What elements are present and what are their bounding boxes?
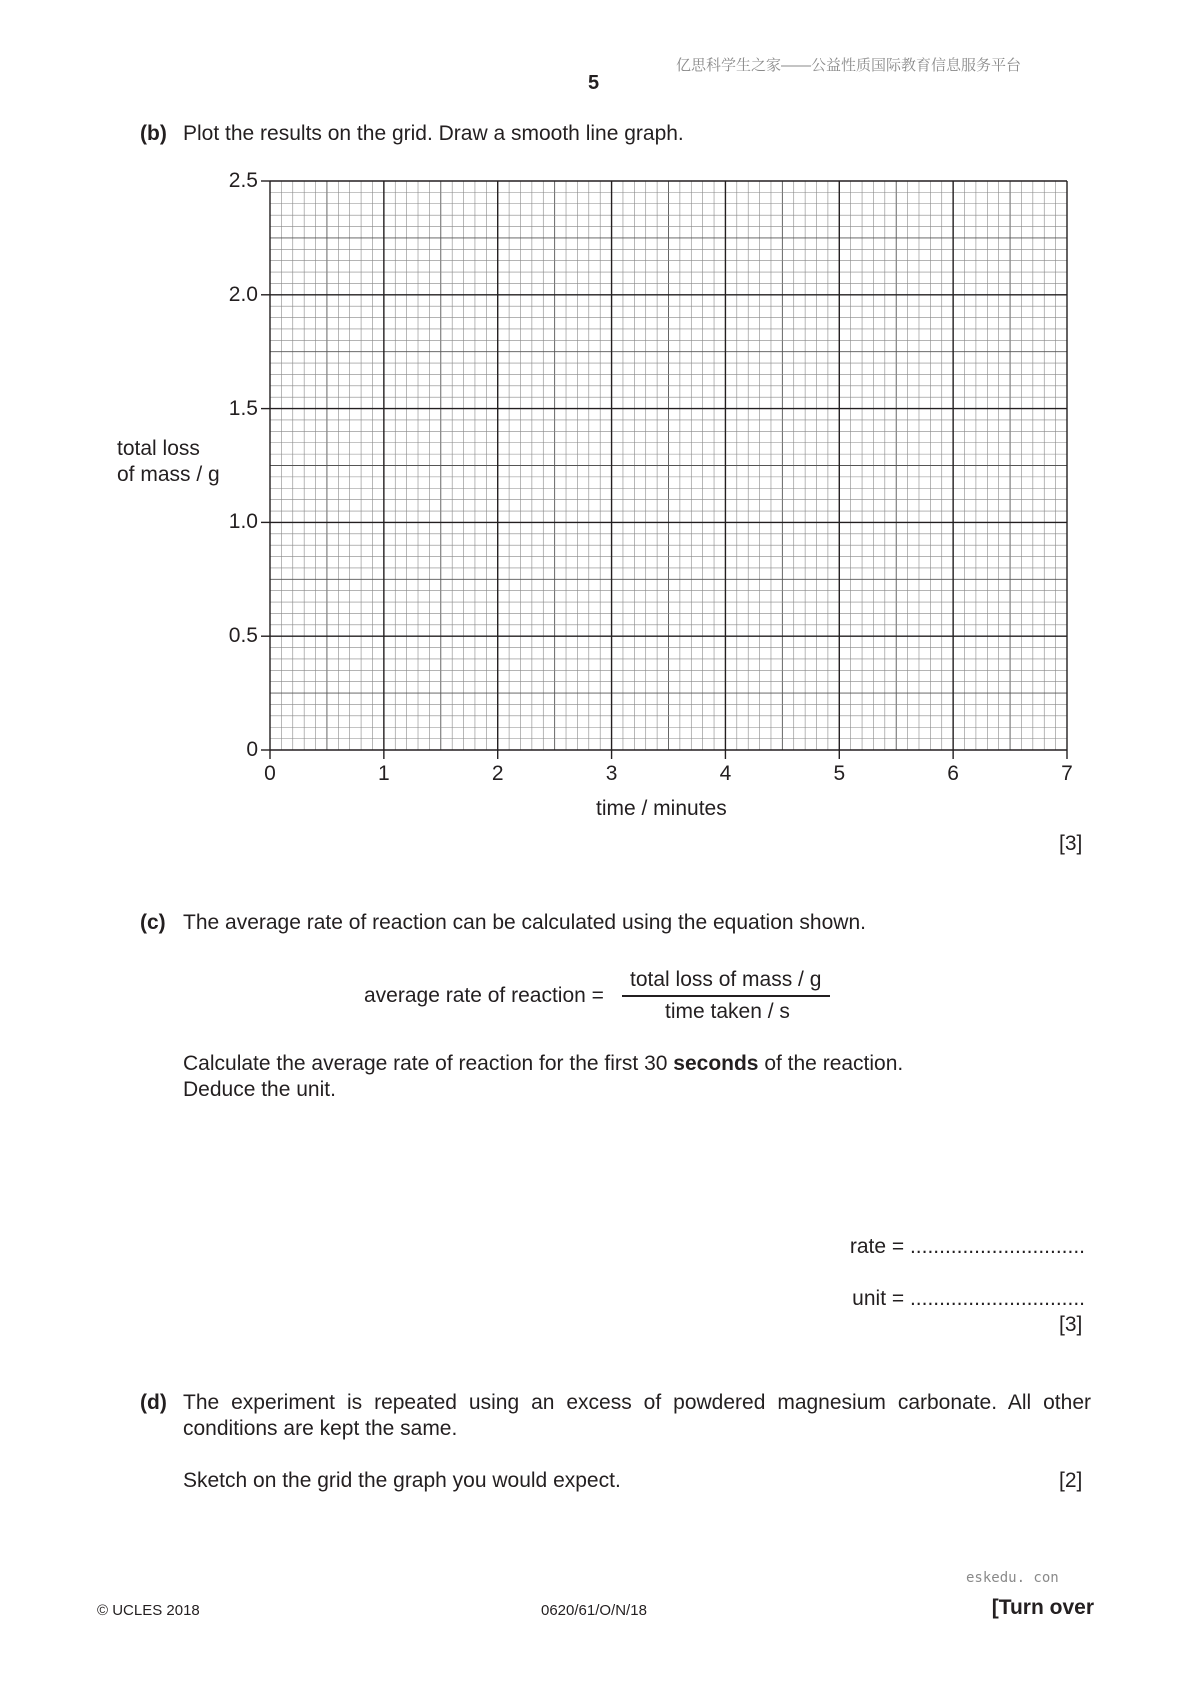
part-c-text: The average rate of reaction can be calculated using the equation shown. (183, 911, 866, 934)
y-tick-label: 2.0 (228, 282, 258, 306)
part-d-marks: [2] (1059, 1469, 1083, 1492)
x-axis-label: time / minutes (596, 797, 727, 820)
part-c-instruction (183, 1052, 903, 1076)
x-tick-label: 6 (947, 762, 959, 785)
instruction-pre: Calculate the average rate of reaction for the first 30 (183, 1052, 674, 1075)
x-tick-label: 1 (378, 762, 390, 785)
x-tick-label: 2 (491, 762, 504, 785)
page-number: 5 (588, 72, 600, 94)
y-tick-label: 0 (246, 738, 258, 761)
part-b-text: Plot the results on the grid. Draw a smooth line graph. (183, 122, 684, 145)
y-axis-label-line1: total loss (117, 437, 200, 460)
equation-numerator: total loss of mass / g (630, 968, 822, 991)
x-tick-label: 0 (264, 762, 276, 785)
instruction-bold: seconds (673, 1052, 759, 1075)
x-tick-label: 3 (605, 762, 618, 785)
part-b-label: (b) (140, 122, 167, 145)
equation-lhs: average rate of reaction = (364, 984, 604, 1007)
y-tick-label: 1.5 (228, 396, 258, 420)
x-tick-label: 4 (719, 762, 732, 785)
x-tick-label: 5 (833, 762, 846, 785)
part-c-label: (c) (140, 911, 166, 934)
part-b-marks: [3] (1059, 832, 1083, 855)
equation-denominator: time taken / s (665, 1000, 790, 1023)
y-tick-label: 2.5 (228, 169, 258, 192)
part-d-label: (d) (140, 1391, 167, 1414)
rate-answer-line[interactable]: rate = .............................. (849, 1235, 1085, 1258)
part-d-instruction: Sketch on the grid the graph you would expect. (183, 1469, 621, 1492)
site-watermark: eskedu. con (966, 1570, 1059, 1586)
fraction-line (622, 995, 830, 997)
y-tick-label: 0.5 (228, 624, 258, 648)
part-d-text-line1: The experiment is repeated using an excess of powdered magnesium carbonate. All other (183, 1391, 1091, 1414)
header-watermark: 亿思科学生之家——公益性质国际教育信息服务平台 (676, 57, 1022, 74)
part-d-text-line2: conditions are kept the same. (183, 1417, 458, 1440)
unit-answer-line[interactable]: unit = .............................. (852, 1287, 1085, 1310)
instruction-post: of the reaction. (758, 1052, 904, 1075)
y-axis-label-line2: of mass / g (117, 463, 220, 486)
paper-code: 0620/61/O/N/18 (541, 1602, 647, 1619)
graph-grid[interactable] (0, 0, 1191, 840)
y-tick-label: 1.0 (228, 510, 258, 534)
minor-grid-lines (270, 181, 1067, 750)
part-c-marks: [3] (1059, 1313, 1083, 1336)
x-tick-label: 7 (1061, 762, 1073, 785)
copyright: © UCLES 2018 (97, 1602, 200, 1619)
part-c-instruction-line2: Deduce the unit. (183, 1078, 336, 1101)
axis-tick-marks (261, 181, 1067, 759)
turn-over: [Turn over (991, 1596, 1094, 1619)
